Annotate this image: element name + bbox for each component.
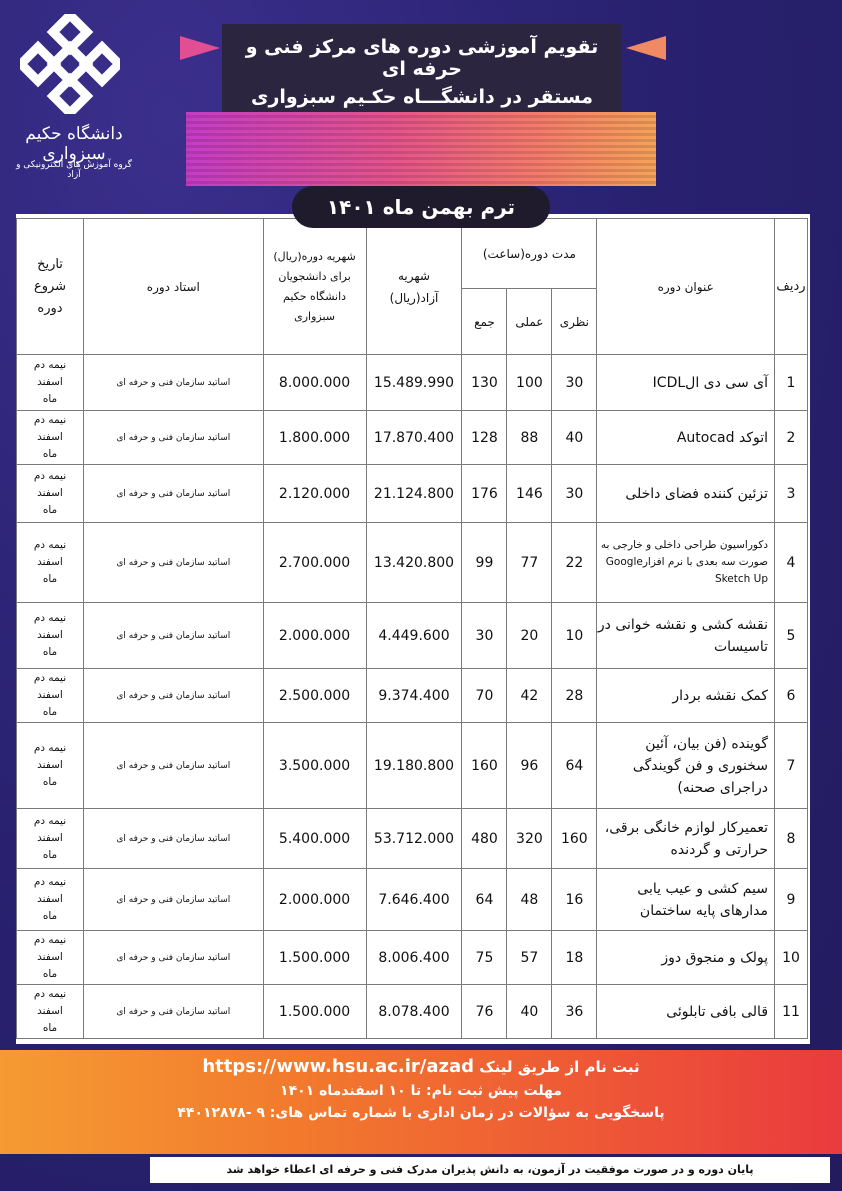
table-row <box>17 931 808 985</box>
total-hours: 64 <box>462 869 507 931</box>
course-title: تزئین کننده فضای داخلی <box>597 465 775 523</box>
title-box <box>222 24 622 112</box>
row-index: 8 <box>775 809 808 869</box>
theory-hours: 10 <box>552 603 597 669</box>
header-title: عنوان دوره <box>597 219 775 355</box>
practice-hours: 100 <box>507 355 552 411</box>
row-index: 5 <box>775 603 808 669</box>
total-hours: 70 <box>462 669 507 723</box>
course-table-panel <box>16 214 810 1044</box>
course-title: سیم کشی و عیب یابی مدارهای پایه ساختمان <box>597 869 775 931</box>
course-table <box>16 218 808 1039</box>
instructor: اساتید سازمان فنی و حرفه ای <box>84 523 264 603</box>
start-date: نیمه دم اسفند ماه <box>17 465 84 523</box>
row-index: 10 <box>775 931 808 985</box>
table-row <box>17 411 808 465</box>
start-date: نیمه دم اسفند ماه <box>17 669 84 723</box>
fee-free: 8.006.400 <box>366 931 462 985</box>
practice-hours: 77 <box>507 523 552 603</box>
table-row <box>17 355 808 411</box>
theory-hours: 28 <box>552 669 597 723</box>
instructor: اساتید سازمان فنی و حرفه ای <box>84 355 264 411</box>
header-total: جمع <box>462 289 507 355</box>
header-practice: عملی <box>507 289 552 355</box>
start-date: نیمه دم اسفند ماه <box>17 985 84 1039</box>
register-line <box>0 1056 842 1077</box>
fee-free: 21.124.800 <box>366 465 462 523</box>
fee-students: 2.120.000 <box>263 465 366 523</box>
fee-students: 8.000.000 <box>263 355 366 411</box>
course-title: تعمیرکار لوازم خانگی برقی، حرارتی و گردنده <box>597 809 775 869</box>
fee-free: 9.374.400 <box>366 669 462 723</box>
fee-free: 15.489.990 <box>366 355 462 411</box>
start-date: نیمه دم اسفند ماه <box>17 723 84 809</box>
theory-hours: 160 <box>552 809 597 869</box>
fee-students: 1.500.000 <box>263 985 366 1039</box>
row-index: 11 <box>775 985 808 1039</box>
hsu-lattice-logo-icon <box>20 14 120 114</box>
instructor: اساتید سازمان فنی و حرفه ای <box>84 869 264 931</box>
course-title: آی سی دی الICDL <box>597 355 775 411</box>
practice-hours: 20 <box>507 603 552 669</box>
fee-students: 1.500.000 <box>263 931 366 985</box>
course-title: کمک نقشه بردار <box>597 669 775 723</box>
total-hours: 128 <box>462 411 507 465</box>
start-date: نیمه دم اسفند ماه <box>17 869 84 931</box>
header-start-date: تاریخ شروع دوره <box>17 219 84 355</box>
total-hours: 99 <box>462 523 507 603</box>
left-arrow-decoration <box>180 36 220 60</box>
certificate-note: پایان دوره و در صورت موفقیت در آزمون، به دانش پذیران مدرک فنی و حرفه ای اعطاء خواهد شد <box>150 1157 830 1183</box>
fee-free: 8.078.400 <box>366 985 462 1039</box>
contact-text: پاسخگویی به سؤالات در زمان اداری با شماره تماس های: ۹ -۴۴۰۱۲۸۷۸ <box>177 1105 665 1121</box>
course-title: گوینده (فن بیان، آئین سخنوری و فن گویندگی دراجرای صحنه) <box>597 723 775 809</box>
practice-hours: 88 <box>507 411 552 465</box>
start-date: نیمه دم اسفند ماه <box>17 355 84 411</box>
fee-free: 17.870.400 <box>366 411 462 465</box>
practice-hours: 146 <box>507 465 552 523</box>
practice-hours: 42 <box>507 669 552 723</box>
table-row <box>17 465 808 523</box>
instructor: اساتید سازمان فنی و حرفه ای <box>84 465 264 523</box>
table-row <box>17 869 808 931</box>
total-hours: 75 <box>462 931 507 985</box>
practice-hours: 57 <box>507 931 552 985</box>
right-arrow-decoration <box>626 36 666 60</box>
table-row <box>17 723 808 809</box>
instructor: اساتید سازمان فنی و حرفه ای <box>84 669 264 723</box>
theory-hours: 30 <box>552 355 597 411</box>
title-line-1: تقویم آموزشی دوره های مرکز فنی و حرفه ای <box>245 36 599 80</box>
row-index: 2 <box>775 411 808 465</box>
table-row <box>17 603 808 669</box>
header-duration: مدت دوره(ساعت) <box>462 219 597 289</box>
title-line-2: مستقر در دانشگـــاه حکـیم سبزواری <box>251 86 593 108</box>
fee-students: 3.500.000 <box>263 723 366 809</box>
total-hours: 76 <box>462 985 507 1039</box>
theory-hours: 36 <box>552 985 597 1039</box>
university-name: دانشگاه حکیم سبزواری <box>25 124 123 164</box>
row-index: 9 <box>775 869 808 931</box>
row-index: 7 <box>775 723 808 809</box>
instructor: اساتید سازمان فنی و حرفه ای <box>84 809 264 869</box>
course-title: نقشه کشی و نقشه خوانی در تاسیسات <box>597 603 775 669</box>
row-index: 6 <box>775 669 808 723</box>
fee-free: 19.180.800 <box>366 723 462 809</box>
row-index: 3 <box>775 465 808 523</box>
fee-students: 2.700.000 <box>263 523 366 603</box>
start-date: نیمه دم اسفند ماه <box>17 523 84 603</box>
fee-students: 5.400.000 <box>263 809 366 869</box>
department-subtitle: گروه آموزش های الکترونیکی و آزاد <box>16 160 132 180</box>
register-link[interactable]: https://www.hsu.ac.ir/azad <box>202 1056 474 1077</box>
term-badge: ترم بهمن ماه ۱۴۰۱ <box>292 186 550 228</box>
deadline-text: مهلت پیش ثبت نام: تا ۱۰ اسفندماه ۱۴۰۱ <box>280 1083 562 1099</box>
total-hours: 160 <box>462 723 507 809</box>
theory-hours: 64 <box>552 723 597 809</box>
practice-hours: 48 <box>507 869 552 931</box>
fee-students: 2.000.000 <box>263 603 366 669</box>
total-hours: 176 <box>462 465 507 523</box>
table-row <box>17 523 808 603</box>
practice-hours: 320 <box>507 809 552 869</box>
fee-students: 2.500.000 <box>263 669 366 723</box>
course-title: قالی بافی تابلوئی <box>597 985 775 1039</box>
header-fee-students: شهریه دوره(ریال) برای دانشجویان دانشگاه حکیم سبزواری <box>263 219 366 355</box>
instructor: اساتید سازمان فنی و حرفه ای <box>84 985 264 1039</box>
total-hours: 30 <box>462 603 507 669</box>
table-row <box>17 809 808 869</box>
start-date: نیمه دم اسفند ماه <box>17 603 84 669</box>
title-stripes <box>186 112 656 186</box>
register-prefix: ثبت نام از طریق لینک <box>479 1058 640 1076</box>
fee-free: 7.646.400 <box>366 869 462 931</box>
theory-hours: 30 <box>552 465 597 523</box>
fee-free: 13.420.800 <box>366 523 462 603</box>
instructor: اساتید سازمان فنی و حرفه ای <box>84 931 264 985</box>
practice-hours: 96 <box>507 723 552 809</box>
course-title: اتوکد Autocad <box>597 411 775 465</box>
theory-hours: 22 <box>552 523 597 603</box>
fee-free: 53.712.000 <box>366 809 462 869</box>
row-index: 4 <box>775 523 808 603</box>
theory-hours: 40 <box>552 411 597 465</box>
table-body <box>17 355 808 1039</box>
footer-panel <box>0 1050 842 1154</box>
instructor: اساتید سازمان فنی و حرفه ای <box>84 723 264 809</box>
theory-hours: 18 <box>552 931 597 985</box>
course-title: پولک و منجوق دوز <box>597 931 775 985</box>
theory-hours: 16 <box>552 869 597 931</box>
practice-hours: 40 <box>507 985 552 1039</box>
instructor: اساتید سازمان فنی و حرفه ای <box>84 603 264 669</box>
start-date: نیمه دم اسفند ماه <box>17 931 84 985</box>
row-index: 1 <box>775 355 808 411</box>
total-hours: 480 <box>462 809 507 869</box>
header-instructor: استاد دوره <box>84 219 264 355</box>
course-title: دکوراسیون طراحی داخلی و خارجی به صورت سه بعدی با نرم افزارGoogle Sketch Up <box>597 523 775 603</box>
header-row-index: ردیف <box>775 219 808 355</box>
table-row <box>17 985 808 1039</box>
total-hours: 130 <box>462 355 507 411</box>
table-row <box>17 669 808 723</box>
start-date: نیمه دم اسفند ماه <box>17 411 84 465</box>
fee-students: 1.800.000 <box>263 411 366 465</box>
instructor: اساتید سازمان فنی و حرفه ای <box>84 411 264 465</box>
start-date: نیمه دم اسفند ماه <box>17 809 84 869</box>
header-theory: نظری <box>552 289 597 355</box>
fee-students: 2.000.000 <box>263 869 366 931</box>
header-fee-free: شهریه آزاد(ریال) <box>366 219 462 355</box>
fee-free: 4.449.600 <box>366 603 462 669</box>
